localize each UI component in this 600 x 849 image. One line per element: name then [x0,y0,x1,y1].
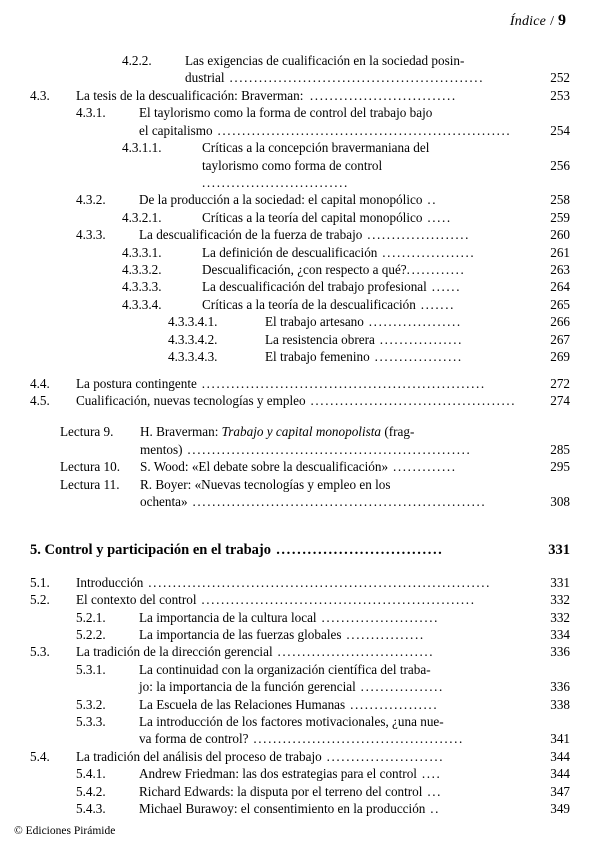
toc-entry-text2: dustrial .................................................... [185,70,485,86]
lecture-text: H. Braverman: Trabajo y capital monopolista (frag- [140,424,415,440]
toc-entry-text: Críticas a la teoría del capital monopólico ..... [202,209,452,225]
leader-dots: ............................................................ [212,122,512,138]
toc-entry[interactable] [76,696,570,713]
toc-entry-text: Críticas a la concepción bravermaniana del [202,140,430,156]
toc-entry[interactable] [76,661,570,678]
page-footer [14,825,115,837]
lecture-number: Lectura 9. [60,424,114,440]
leader-dots: ....... [415,296,456,312]
spacer [30,409,570,423]
toc-entry-page: 274 [550,393,570,409]
toc-entry-page: 256 [550,157,570,173]
lecture-text: R. Boyer: «Nuevas tecnologías y empleo en los [140,476,391,492]
toc-entry[interactable] [30,748,570,765]
toc-entry-number: 4.3.1. [76,105,106,121]
toc-entry[interactable] [30,375,570,392]
toc-entry-number: 5.3.1. [76,661,106,677]
toc-entry[interactable] [76,626,570,643]
toc-entry-number: 5.3. [30,644,50,660]
toc-entry-text: Michael Burawoy: el consentimiento en la producción .. [139,801,441,817]
leader-dots: ..................... [362,227,471,243]
toc-entry-text: La tradición del análisis del proceso de trabajo ........................ [76,748,445,764]
leader-dots: ................................ [272,644,435,660]
toc-entry-page-blank [530,139,570,156]
toc-entry-continuation[interactable] [76,122,570,139]
toc-entry-number: 4.4. [30,375,50,391]
toc-entry-page: 349 [550,801,570,817]
toc-entry[interactable] [76,765,570,782]
toc-entry-page: 259 [550,209,570,225]
spacer [30,366,570,375]
toc-entry-page: 338 [550,696,570,712]
leader-dots: ................. [374,331,463,347]
toc-entry-number: 4.3.3. [76,227,106,243]
chapter-title: 5. Control y participación en el trabajo ................................ [30,541,444,558]
lecture-title-italic: Trabajo y capital monopolista [221,424,382,440]
chapter-heading[interactable] [30,541,570,560]
toc-entry-page: 336 [550,644,570,660]
leader-dots: .............................. [202,174,349,190]
toc-entry[interactable] [76,783,570,800]
toc-entry-number: 4.3.3.4. [122,296,162,312]
toc-entry-text: Las exigencias de cualificación en la sociedad posin- [185,53,465,68]
toc-entry-text: La importancia de las fuerzas globales ................ [139,626,425,642]
toc-entry-text: La descualificación del trabajo profesional ...... [202,279,462,295]
toc-entry-text: La definición de descualificación ................... [202,244,476,260]
toc-entry[interactable] [76,191,570,208]
toc-entry[interactable] [30,392,570,409]
toc-entry-page: 253 [550,87,570,103]
leader-dots: .......................................... [305,393,517,409]
toc-entry-number: 4.5. [30,393,50,409]
leader-dots: ...... [426,279,462,295]
toc-entry-number: 4.3. [30,87,50,103]
toc-entry-page: 264 [550,279,570,295]
lecture-page-blank [530,476,570,493]
toc-entry-number: 4.2.2. [122,53,152,68]
toc-entry[interactable] [76,800,570,817]
toc-entry-page: 332 [550,592,570,608]
toc-lecture-continuation[interactable] [60,493,570,510]
table-of-contents [30,52,570,818]
leader-dots: .................................................... [224,70,485,86]
lecture-number: Lectura 11. [60,476,120,492]
toc-entry-text: La Escuela de las Relaciones Humanas .................. [139,696,439,712]
toc-entry[interactable] [30,591,570,608]
leader-dots: ........................ [316,609,440,625]
toc-entry[interactable] [76,226,570,243]
toc-entry-page: 344 [550,766,570,782]
toc-entry-text: La descualificación de la fuerza de trabajo ..................... [139,227,471,243]
toc-entry-text: La importancia de la cultura local ........................ [139,609,440,625]
toc-entry-text: Introducción ...................................................................... [76,574,492,590]
toc-entry-page: 331 [550,574,570,590]
leader-dots: .... [416,766,442,782]
toc-entry-text: Cualificación, nuevas tecnologías y empleo .......................................... [76,393,517,409]
toc-entry-page: 260 [550,227,570,243]
lecture-text2: mentos) .......................................................... [140,441,472,457]
toc-entry[interactable] [122,278,570,295]
publisher-credit: © Ediciones Pirámide [14,825,116,837]
toc-entry[interactable] [122,209,570,226]
leader-dots: : .............................. [299,87,457,103]
toc-entry-text: De la producción a la sociedad: el capital monopólico .. [139,192,438,208]
leader-dots: ... [422,783,443,799]
toc-entry-number: 4.3.3.1. [122,244,162,260]
toc-entry[interactable] [168,313,570,330]
toc-entry-page: 347 [550,783,570,799]
toc-entry-text: El taylorismo como la forma de control del trabajo bajo [139,105,433,121]
toc-entry-number: 4.3.3.3. [122,279,162,295]
leader-dots: .......................................................... [196,375,486,391]
page-number: 9 [558,12,566,29]
toc-entry-number: 4.3.2. [76,192,106,208]
toc-lecture[interactable] [60,476,570,493]
leader-dots: .. [422,192,438,208]
toc-entry[interactable] [122,52,570,69]
toc-entry-number: 5.4.1. [76,766,106,782]
toc-entry-text: Descualificación, ¿con respecto a qué?............ [202,262,466,278]
toc-entry-continuation[interactable] [122,69,570,86]
toc-entry[interactable] [76,104,570,121]
toc-entry-page: 254 [550,122,570,138]
toc-entry-page: 263 [550,262,570,278]
toc-lecture-continuation[interactable] [60,441,570,458]
toc-entry-page: 252 [550,70,570,86]
toc-entry-text: La introducción de los factores motivacionales, ¿una nue- [139,714,444,730]
toc-entry-number: 5.4.2. [76,783,106,799]
toc-entry-page: 265 [550,296,570,312]
lecture-number: Lectura 10. [60,459,121,475]
toc-entry-number: 5.4.3. [76,801,106,817]
toc-entry-number: 4.3.3.4.1. [168,314,218,330]
toc-entry[interactable] [30,643,570,660]
toc-entry-page: 258 [550,192,570,208]
toc-entry-text: El trabajo artesano ................... [265,314,462,330]
toc-entry-continuation[interactable] [76,678,570,695]
toc-entry-number: 5.4. [30,748,50,764]
toc-entry-text: La continuidad con la organización científica del traba- [139,661,431,677]
toc-entry[interactable] [122,261,570,278]
leader-dots: ................... [363,314,462,330]
toc-entry-page: 269 [550,349,570,365]
leader-dots: .................. [369,349,463,365]
toc-entry-text2: va forma de control? ........................................... [139,731,464,747]
toc-entry-number: 5.3.2. [76,696,106,712]
leader-dots: ............ [406,262,466,278]
leader-dots: .................. [345,696,439,712]
toc-lecture[interactable] [60,423,570,440]
lecture-page-blank [530,423,570,440]
toc-entry-page-blank [530,713,570,730]
header-title: Índice [509,14,547,29]
toc-entry-text: La tradición de la dirección gerencial ................................ [76,644,435,660]
toc-entry-page: 344 [550,748,570,764]
toc-entry-number: 5.1. [30,574,50,590]
toc-entry-page: 266 [550,314,570,330]
leader-dots: .......................................................... [182,441,472,457]
toc-entry-text: El trabajo femenino .................. [265,349,463,365]
toc-entry[interactable] [122,244,570,261]
toc-entry[interactable] [76,609,570,626]
leader-dots: ...................................................................... [143,574,492,590]
leader-dots: ........................................... [248,731,464,747]
toc-entry-number: 4.3.3.4.2. [168,331,218,347]
toc-entry-number: 5.2. [30,592,50,608]
toc-entry[interactable] [168,348,570,365]
leader-dots: ........................................................ [196,592,476,608]
leader-dots: ............. [388,459,457,475]
toc-entry-page: 261 [550,244,570,260]
lecture-page: 295 [550,459,570,475]
leader-dots: .. [425,801,441,817]
lecture-text2: ochenta» ............................................................ [140,494,487,510]
toc-entry[interactable] [168,331,570,348]
toc-entry[interactable] [30,87,570,104]
toc-entry-text: El contexto del control ........................................................ [76,592,476,608]
toc-entry-number: 5.2.1. [76,609,106,625]
toc-entry-page: 267 [550,331,570,347]
leader-dots: ..... [422,209,452,225]
toc-entry-continuation[interactable] [122,157,570,192]
leader-dots: ................................ [270,541,444,558]
toc-entry-text2: taylorismo como forma de control .............................. [202,157,383,190]
toc-entry-text: La postura contingente .......................................................... [76,375,486,391]
toc-entry-number: 4.3.3.4.3. [168,349,218,365]
toc-entry-text2: jo: la importancia de la función gerencial ................. [139,679,444,695]
toc-entry-page-blank [530,104,570,121]
lecture-text: S. Wood: «El debate sobre la descualificación» ............. [140,459,457,475]
leader-dots: ................. [355,679,444,695]
toc-entry-page-blank [530,661,570,678]
page-header [30,12,570,30]
toc-entry-text: La resistencia obrera ................. [265,331,463,347]
toc-entry-number: 5.2.2. [76,626,106,642]
toc-entry[interactable] [122,139,570,156]
toc-entry-page: 272 [550,375,570,391]
toc-entry-page: 332 [550,609,570,625]
toc-entry-page: 341 [550,731,570,747]
toc-entry-page: 334 [550,626,570,642]
toc-entry-text: Críticas a la teoría de la descualificación ....... [202,296,456,312]
toc-entry-text: Andrew Friedman: las dos estrategias para el control .... [139,766,442,782]
toc-entry[interactable] [76,713,570,730]
leader-dots: ................... [377,244,476,260]
lecture-page: 285 [550,441,570,457]
toc-entry-number: 5.3.3. [76,714,106,730]
leader-dots: ........................ [321,748,445,764]
toc-entry[interactable] [122,296,570,313]
toc-entry-page: 336 [550,679,570,695]
toc-lecture[interactable] [60,458,570,475]
toc-entry-number: 4.3.1.1. [122,140,162,156]
toc-entry-text: Richard Edwards: la disputa por el terreno del control ... [139,783,443,799]
toc-entry-number: 4.3.2.1. [122,209,162,225]
toc-entry-text2: el capitalismo ............................................................ [139,122,512,138]
toc-entry-continuation[interactable] [76,730,570,747]
toc-entry[interactable] [30,574,570,591]
leader-dots: ................ [341,626,425,642]
leader-dots: ............................................................ [187,494,487,510]
toc-entry-text: La tesis de la descualificación: Braverman: .............................. [76,87,457,103]
toc-entry-page-blank [530,52,570,69]
toc-entry-number: 4.3.3.2. [122,262,162,278]
chapter-page: 331 [548,541,570,558]
lecture-page: 308 [550,494,570,510]
header-separator: / [550,14,554,29]
